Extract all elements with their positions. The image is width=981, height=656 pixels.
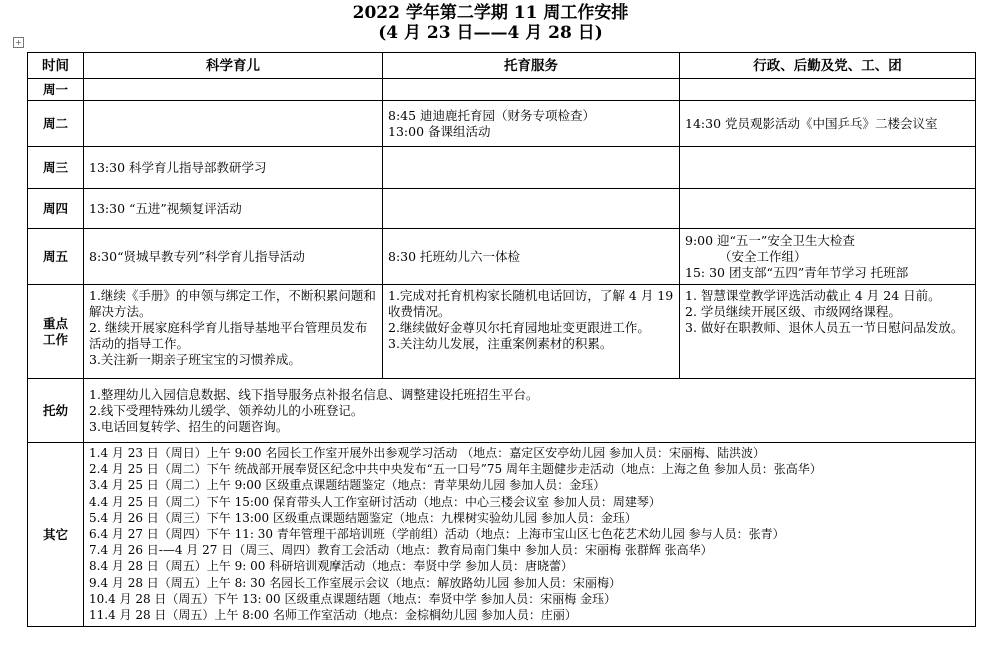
day-label: 周三 [28,147,84,189]
page-subtitle-date-range: (4 月 23 日——4 月 28 日) [378,23,603,43]
list-item: 8.4 月 28 日（周五）上午 9: 00 科研培训观摩活动（地点：奉贤中学 参加人员：唐晓蕾） [89,559,574,574]
cell-kexue[interactable] [84,147,383,189]
focus-item: 1. 智慧课堂教学评选活动截止 4 月 24 日前。 [685,288,941,303]
focus-item: 3.关注幼儿发展，注重案例素材的积累。 [388,336,613,351]
entry: 8:30 托班幼儿六一体检 [388,248,521,264]
day-label: 周四 [28,189,84,229]
focus-item: 2.继续做好金尊贝尔托育园地址变更跟进工作。 [388,320,650,335]
day-label: 周五 [28,229,84,285]
cell-tuoyu[interactable] [383,285,680,379]
entry: 13:30 “五进”视频复评活动 [89,200,242,216]
entry: 14:30 党员观影活动《中国乒乓》二楼会议室 [685,115,938,131]
cell-admin[interactable] [680,229,976,285]
entry: 15: 30 团支部“五四”青年节学习 托班部 [685,264,909,280]
entry: 8:45 迪迪鹿托育园（财务专项检查） [388,107,596,123]
day-label: 其它 [28,443,84,627]
cell-tuoyu[interactable] [383,229,680,285]
list-item: 10.4 月 28 日（周五）下午 13: 00 区级重点课题结题（地点：奉贤中学 参加人员：宋丽梅 金珏） [89,591,617,606]
cell-other[interactable] [84,443,976,627]
cell-kexue[interactable] [84,229,383,285]
cell-tuoyu[interactable] [383,147,680,189]
list-item: 1.整理幼儿入园信息数据、线下指导服务点补报名信息、调整建设托班招生平台。 [89,386,539,402]
focus-item: 1.继续《手册》的申领与绑定工作，不断积累问题和解决方法。 [89,288,376,319]
cell-kexue[interactable] [84,79,383,101]
entry: 9:00 迎“五一”安全卫生大检查 [685,232,855,248]
col-header-time: 时间 [28,53,84,79]
entry-note: （安全工作组） [719,248,807,264]
cell-admin[interactable] [680,101,976,147]
row-friday [28,229,976,285]
col-header-kexue: 科学育儿 [84,53,383,79]
row-other [28,443,976,627]
cell-admin[interactable] [680,189,976,229]
focus-item: 2. 学员继续开展区级、市级网络课程。 [685,304,901,319]
day-label: 周一 [28,79,84,101]
day-label [28,285,84,379]
row-wednesday [28,147,976,189]
cell-kexue[interactable] [84,189,383,229]
list-item: 9.4 月 28 日（周五）上午 8: 30 名园长工作室展示会议（地点：解放路幼儿园 参加人员：宋丽梅） [89,575,622,590]
row-monday [28,79,976,101]
header-row [28,53,976,79]
entry: 13:00 备课组活动 [388,123,491,139]
list-item: 3.4 月 25 日（周二）上午 9:00 区级重点课题结题鉴定（地点：青苹果幼儿园 参加人员：金珏） [89,478,606,493]
entry: 8:30“贤城早教专列”科学育儿指导活动 [89,248,305,264]
focus-item: 1.完成对托育机构家长随机电话回访，了解 4 月 19 收费情况。 [388,288,674,319]
list-item: 2.4 月 25 日（周二）下午 统战部开展奉贤区纪念中共中央发布“五一口号”75 周年主题健步走活动（地点：上海之鱼 参加人员：张高华） [89,462,822,477]
cell-admin[interactable] [680,79,976,101]
day-label: 周二 [28,101,84,147]
col-header-tuoyu: 托育服务 [383,53,680,79]
day-label: 托幼 [28,379,84,443]
cell-tuoyu[interactable] [383,101,680,147]
list-item: 4.4 月 25 日（周二）下午 15:00 保育带头人工作室研讨活动（地点：中心三楼会议室 参加人员：周建琴） [89,494,661,509]
cell-admin[interactable] [680,147,976,189]
list-item: 2.线下受理特殊幼儿缓学、领养幼儿的小班登记。 [89,402,364,418]
focus-item: 3.关注新一期亲子班宝宝的习惯养成。 [89,352,301,367]
focus-item: 3. 做好在职教师、退休人员五一节日慰问品发放。 [685,320,964,335]
cell-tuoyu[interactable] [383,189,680,229]
col-header-admin: 行政、后勤及党、工、团 [680,53,976,79]
page-title: 2022 学年第二学期 11 周工作安排 [352,3,629,23]
row-focus-work [28,285,976,379]
cell-tuoyou[interactable] [84,379,976,443]
cell-admin[interactable] [680,285,976,379]
table-move-handle-icon[interactable]: + [13,37,24,48]
list-item: 1.4 月 23 日（周日）上午 9:00 名园长工作室开展外出参观学习活动 （地点：嘉定区安亭幼儿园 参加人员：宋丽梅、陆洪波） [89,446,766,460]
list-item: 11.4 月 28 日（周五）上午 8:00 名师工作室活动（地点：金棕榈幼儿园 参加人员：庄丽） [89,608,577,623]
row-tuoyou [28,379,976,443]
cell-kexue[interactable] [84,285,383,379]
schedule-table [27,52,976,627]
focus-item: 2. 继续开展家庭科学育儿指导基地平台管理员发布活动的指导工作。 [89,320,368,351]
cell-kexue[interactable] [84,101,383,147]
cell-tuoyu[interactable] [383,79,680,101]
list-item: 7.4 月 26 日-—4 月 27 日（周三、周四）教育工会活动（地点：教育局南门集中 参加人员：宋丽梅 张群辉 张高华） [89,543,713,558]
list-item: 6.4 月 27 日（周四）下午 11: 30 青年管理干部培训班（学前组）活动（地点：上海市宝山区七色花艺术幼儿园 参与人员：张青） [89,527,785,542]
row-thursday [28,189,976,229]
day-label-text: 重点工作 [42,315,68,347]
row-tuesday [28,101,976,147]
list-item: 5.4 月 26 日（周三）下午 13:00 区级重点课题结题鉴定（地点：九棵树实验幼儿园 参加人员：金珏） [89,510,637,525]
entry: 13:30 科学育儿指导部教研学习 [89,159,267,175]
list-item: 3.电话回复转学、招生的问题咨询。 [89,418,289,434]
